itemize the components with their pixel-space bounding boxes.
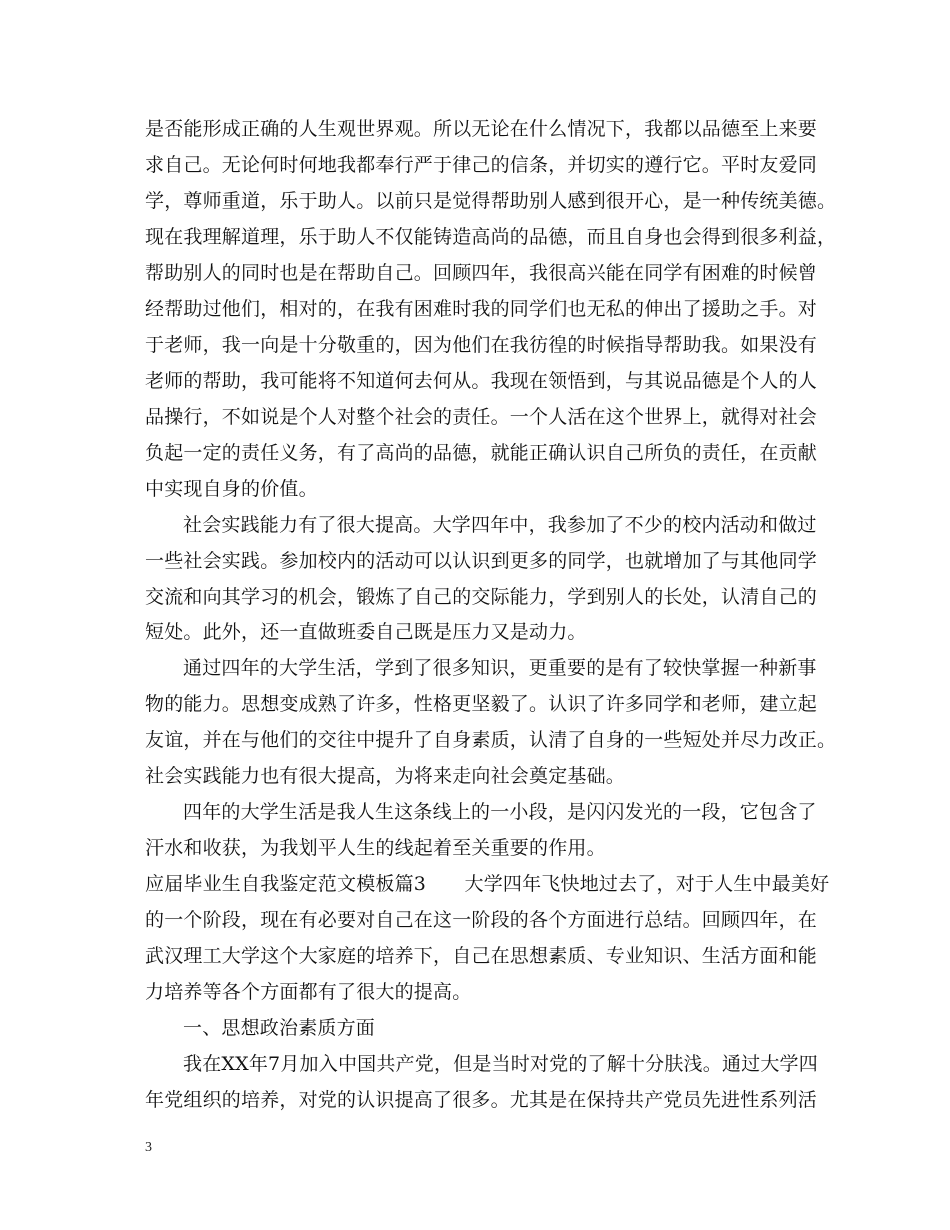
paragraph-line: 学，尊师重道，乐于助人。以前只是觉得帮助别人感到很开心，是一种传统美德。: [145, 190, 837, 212]
paragraph-line: 交流和向其学习的机会，锻炼了自己的交际能力，学到别人的长处，认清自己的: [145, 586, 818, 608]
paragraph-first-line: 通过四年的大学生活，学到了很多知识，更重要的是有了较快掌握一种新事: [183, 657, 817, 679]
paragraph-first-line: 我在XX年7月加入中国共产党，但是当时对党的了解十分肤浅。通过大学四: [183, 1053, 818, 1075]
paragraph-line: 求自己。无论何时何地我都奉行严于律己的信条，并切实的遵行它。平时友爱同: [145, 154, 818, 176]
paragraph-line: 中实现自身的价值。: [145, 478, 318, 500]
paragraph-line: 友谊，并在与他们的交往中提升了自身素质，认清了自身的一些短处并尽力改正。: [145, 729, 837, 751]
page-number: 3: [145, 1140, 152, 1155]
section-heading: 一、思想政治素质方面: [183, 1017, 376, 1039]
section-title-line: 应届毕业生自我鉴定范文模板篇3 大学四年飞快地过去了，对于人生中最美好: [145, 873, 830, 895]
paragraph-first-line: 四年的大学生活是我人生这条线上的一小段，是闪闪发光的一段，它包含了: [183, 801, 817, 823]
paragraph-line: 老师的帮助，我可能将不知道何去何从。我现在领悟到，与其说品德是个人的人: [145, 370, 818, 392]
paragraph-line: 于老师，我一向是十分敬重的，因为他们在我彷徨的时候指导帮助我。如果没有: [145, 334, 818, 356]
paragraph-line: 武汉理工大学这个大家庭的培养下，自己在思想素质、专业知识、生活方面和能: [145, 945, 818, 967]
paragraph-line: 短处。此外，还一直做班委自己既是压力又是动力。: [145, 621, 587, 643]
paragraph-line: 汗水和收获，为我划平人生的线起着至关重要的作用。: [145, 837, 606, 859]
paragraph-line: 负起一定的责任义务，有了高尚的品德，就能正确认识自己所负的责任，在贡献: [145, 442, 818, 464]
paragraph-line: 是否能形成正确的人生观世界观。所以无论在什么情况下，我都以品德至上来要: [145, 118, 818, 140]
paragraph-line: 物的能力。思想变成熟了许多，性格更坚毅了。认识了许多同学和老师，建立起: [145, 693, 818, 715]
paragraph-line: 一些社会实践。参加校内的活动可以认识到更多的同学，也就增加了与其他同学: [145, 550, 818, 572]
paragraph-line: 品操行，不如说是个人对整个社会的责任。一个人活在这个世界上，就得对社会: [145, 406, 818, 428]
paragraph-line: 帮助别人的同时也是在帮助自己。回顾四年，我很高兴能在同学有困难的时候曾: [145, 262, 818, 284]
paragraph-line: 现在我理解道理，乐于助人不仅能铸造高尚的品德，而且自身也会得到很多利益，: [145, 226, 837, 248]
paragraph-line: 的一个阶段，现在有必要对自己在这一阶段的各个方面进行总结。回顾四年，在: [145, 909, 818, 931]
paragraph-line: 经帮助过他们，相对的，在我有困难时我的同学们也无私的伸出了援助之手。对: [145, 298, 818, 320]
paragraph-line: 年党组织的培养，对党的认识提高了很多。尤其是在保持共产党员先进性系列活: [145, 1089, 818, 1111]
paragraph-first-line: 社会实践能力有了很大提高。大学四年中，我参加了不少的校内活动和做过: [183, 514, 817, 536]
paragraph-line: 力培养等各个方面都有了很大的提高。: [145, 981, 472, 1003]
paragraph-line: 社会实践能力也有很大提高，为将来走向社会奠定基础。: [145, 765, 626, 787]
